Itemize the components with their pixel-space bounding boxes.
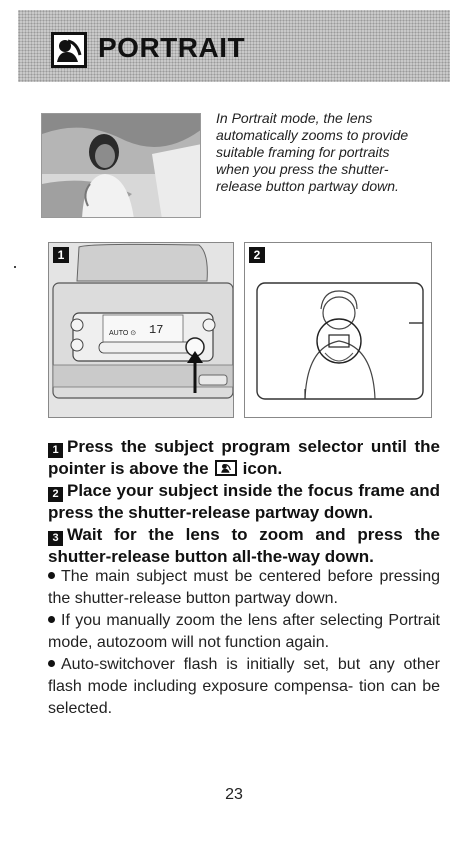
bullet-icon — [48, 660, 55, 667]
portrait-photo — [41, 113, 201, 218]
page-title: PORTRAIT — [98, 32, 246, 63]
step-3-number: 3 — [48, 531, 63, 546]
step-2-number: 2 — [48, 487, 63, 502]
figure-1-camera-panel — [48, 242, 234, 418]
step-list — [48, 436, 440, 568]
step-1-number: 1 — [48, 443, 63, 458]
note-2-text: If you manually zoom the lens after selecting Portrait mode, autozoom will not function again. — [48, 612, 440, 651]
step-3 — [48, 524, 440, 568]
step-1-text-after: icon. — [242, 459, 283, 478]
section-header — [18, 10, 450, 82]
figure-2-viewfinder — [244, 242, 432, 418]
note-2 — [48, 610, 440, 654]
step-1 — [48, 436, 440, 480]
print-speck — [14, 266, 16, 268]
page-number: 23 — [225, 786, 243, 803]
intro-text: In Portrait mode, the lens automatically zooms to provide suitable framing for portraits when you press the shutter-release button partway down. — [216, 110, 409, 194]
figure-2-number: 2 — [249, 247, 265, 263]
portrait-mode-icon — [215, 460, 237, 476]
step-2 — [48, 480, 440, 524]
step-1-text-before: Press the subject program selector until the pointer is above the — [48, 437, 440, 478]
step-2-text: Place your subject inside the focus frame and press the shutter-release partway down. — [48, 481, 440, 522]
bullet-icon — [48, 572, 55, 579]
svg-text:17: 17 — [149, 323, 164, 337]
bullet-icon — [48, 616, 55, 623]
step-3-text: Wait for the lens to zoom and press the shutter-release button all-the-way down. — [48, 525, 440, 566]
note-1-text: The main subject must be centered before pressing the shutter-release button partway down. — [48, 568, 440, 607]
note-3 — [48, 654, 440, 720]
note-3-text: Auto-switchover flash is initially set, but any other flash mode including exposure compensa- tion can be selected. — [48, 656, 440, 717]
svg-text:AUTO ⊙: AUTO ⊙ — [109, 330, 137, 337]
notes-list — [48, 566, 440, 720]
figure-1-number: 1 — [53, 247, 69, 263]
note-1 — [48, 566, 440, 610]
portrait-mode-icon — [51, 32, 87, 68]
